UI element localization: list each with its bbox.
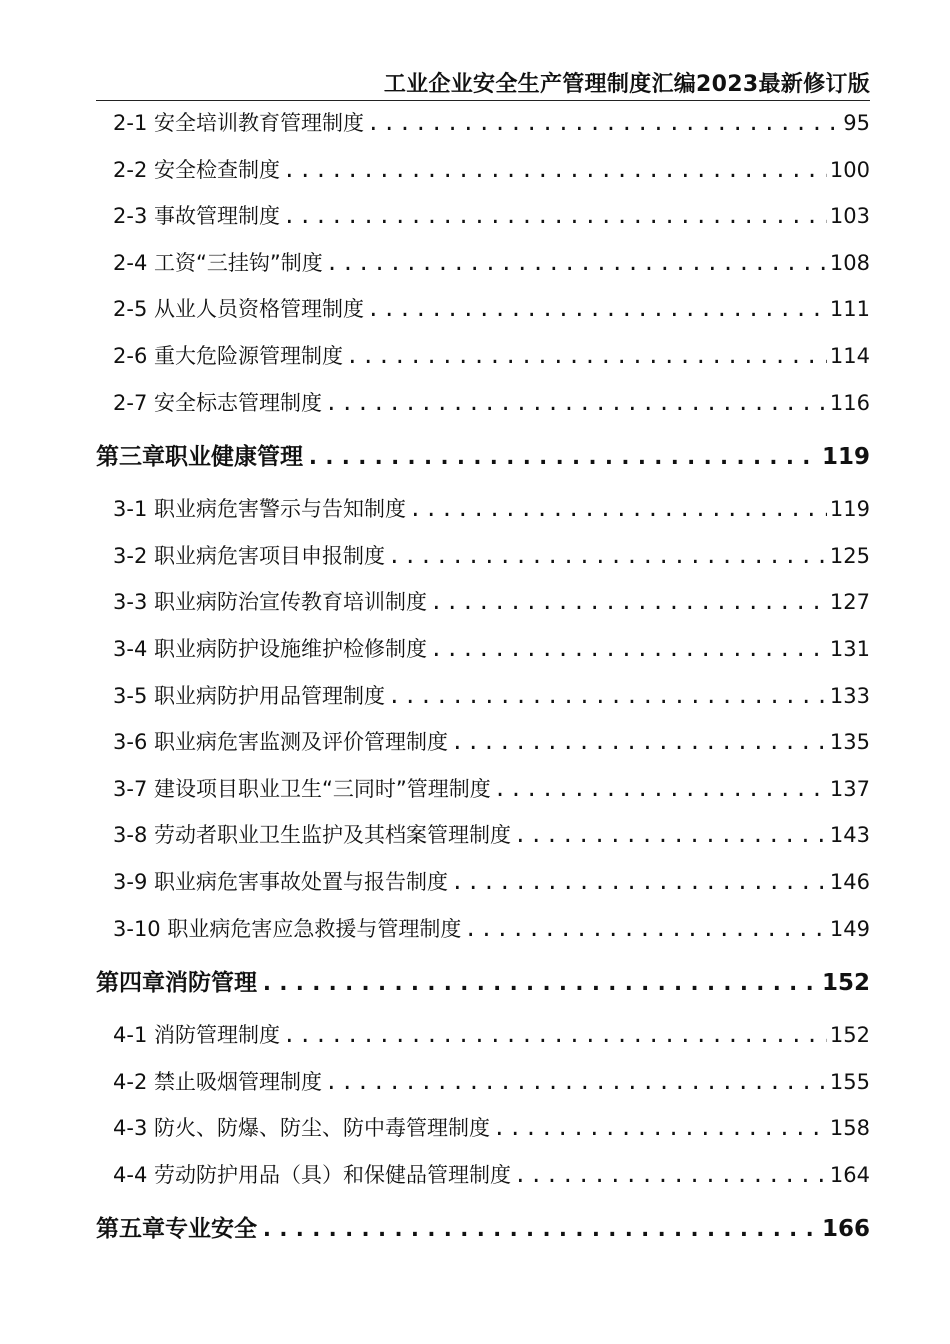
dot-leader [283,151,827,189]
toc-entry[interactable] [96,197,870,244]
toc-chapter-label: 第四章消防管理 [96,970,257,997]
toc-entry-page: 127 [829,590,870,615]
document-title: 工业企业安全生产管理制度汇编2023最新修订版 [383,72,870,97]
toc-entry-label: 2-1 安全培训教育管理制度 [113,111,364,135]
toc-entry[interactable] [96,816,870,863]
toc-entry-page: 146 [829,869,870,894]
toc-entry[interactable] [96,677,870,724]
dot-leader [325,384,827,422]
toc-entry-label: 3-2 职业病危害项目申报制度 [113,543,385,568]
dot-leader [306,434,819,480]
toc-entry-label: 3-10 职业病危害应急救援与管理制度 [113,916,462,941]
toc-entry-page: 111 [829,297,870,322]
toc-entry-label: 2-5 从业人员资格管理制度 [113,297,364,322]
toc-chapter-entry[interactable] [96,960,870,1016]
dot-leader [464,910,827,948]
toc-entry-page: 143 [829,823,870,848]
toc-entry[interactable] [96,537,870,584]
table-of-contents [96,104,870,1262]
toc-entry-label: 2-3 事故管理制度 [113,204,280,229]
toc-entry[interactable] [96,151,870,198]
toc-entry-label: 4-1 消防管理制度 [113,1023,280,1048]
toc-entry-page: 114 [829,343,870,368]
toc-entry-label: 3-5 职业病防护用品管理制度 [113,683,385,708]
toc-chapter-page: 119 [821,444,870,471]
dot-leader [326,244,827,282]
toc-entry-page: 108 [829,250,870,275]
toc-chapter-page: 152 [821,970,870,997]
toc-entry-page: 125 [829,543,870,568]
page-header [96,70,870,101]
toc-entry-page: 158 [829,1116,870,1141]
toc-entry-page: 152 [829,1023,870,1048]
toc-entry-label: 3-9 职业病危害事故处置与报告制度 [113,869,448,894]
toc-entry-label: 2-6 重大危险源管理制度 [113,343,343,368]
toc-entry[interactable] [96,490,870,537]
toc-entry-page: 135 [829,730,870,755]
toc-entry[interactable] [96,104,870,151]
toc-entry[interactable] [96,244,870,291]
toc-entry-label: 3-8 劳动者职业卫生监护及其档案管理制度 [113,823,511,848]
toc-entry-page: 100 [829,157,870,182]
dot-leader [514,816,827,854]
toc-chapter-label: 第五章专业安全 [96,1216,257,1243]
toc-entry-label: 2-2 安全检查制度 [113,157,280,182]
toc-entry-page: 164 [829,1162,870,1187]
dot-leader [367,290,827,328]
dot-leader [451,723,827,761]
toc-entry-page: 149 [829,916,870,941]
toc-entry-page: 155 [829,1069,870,1094]
dot-leader [494,770,827,808]
toc-entry[interactable] [96,384,870,431]
dot-leader [451,863,827,901]
toc-entry-page: 116 [829,390,870,415]
toc-entry-label: 3-7 建设项目职业卫生“三同时”管理制度 [113,776,491,801]
toc-entry-label: 4-4 劳动防护用品（具）和保健品管理制度 [113,1162,511,1187]
dot-leader [430,630,827,668]
dot-leader [409,490,827,528]
dot-leader [260,960,819,1006]
dot-leader [388,537,827,575]
toc-entry-page: 95 [843,111,870,135]
toc-entry[interactable] [96,630,870,677]
toc-entry[interactable] [96,770,870,817]
dot-leader [283,1016,827,1054]
toc-entry-label: 3-3 职业病防治宣传教育培训制度 [113,590,427,615]
dot-leader [260,1206,819,1252]
toc-entry-label: 4-3 防火、防爆、防尘、防中毒管理制度 [113,1116,490,1141]
dot-leader [514,1156,827,1194]
toc-entry-page: 103 [829,204,870,229]
toc-entry-label: 3-4 职业病防护设施维护检修制度 [113,636,427,661]
toc-chapter-page: 166 [821,1216,870,1243]
toc-chapter-entry[interactable] [96,1206,870,1262]
dot-leader [325,1063,827,1101]
dot-leader [283,197,827,235]
toc-entry-page: 133 [829,683,870,708]
toc-entry[interactable] [96,1016,870,1063]
toc-entry[interactable] [96,290,870,337]
toc-entry[interactable] [96,910,870,957]
toc-entry-label: 3-6 职业病危害监测及评价管理制度 [113,730,448,755]
toc-entry-label: 2-4 工资“三挂钩”制度 [113,250,323,275]
toc-chapter-label: 第三章职业健康管理 [96,444,303,471]
toc-entry[interactable] [96,1156,870,1203]
dot-leader [493,1109,827,1147]
dot-leader [430,583,827,621]
toc-entry[interactable] [96,723,870,770]
dot-leader [346,337,827,375]
toc-entry-label: 3-1 职业病危害警示与告知制度 [113,497,406,522]
toc-entry[interactable] [96,583,870,630]
toc-chapter-entry[interactable] [96,434,870,490]
toc-entry[interactable] [96,1109,870,1156]
toc-entry-page: 137 [829,776,870,801]
toc-entry-page: 119 [829,497,870,522]
dot-leader [367,104,840,142]
dot-leader [388,677,827,715]
toc-entry-label: 4-2 禁止吸烟管理制度 [113,1069,322,1094]
toc-entry-label: 2-7 安全标志管理制度 [113,390,322,415]
toc-entry[interactable] [96,863,870,910]
toc-entry-page: 131 [829,636,870,661]
toc-entry[interactable] [96,1063,870,1110]
toc-entry[interactable] [96,337,870,384]
